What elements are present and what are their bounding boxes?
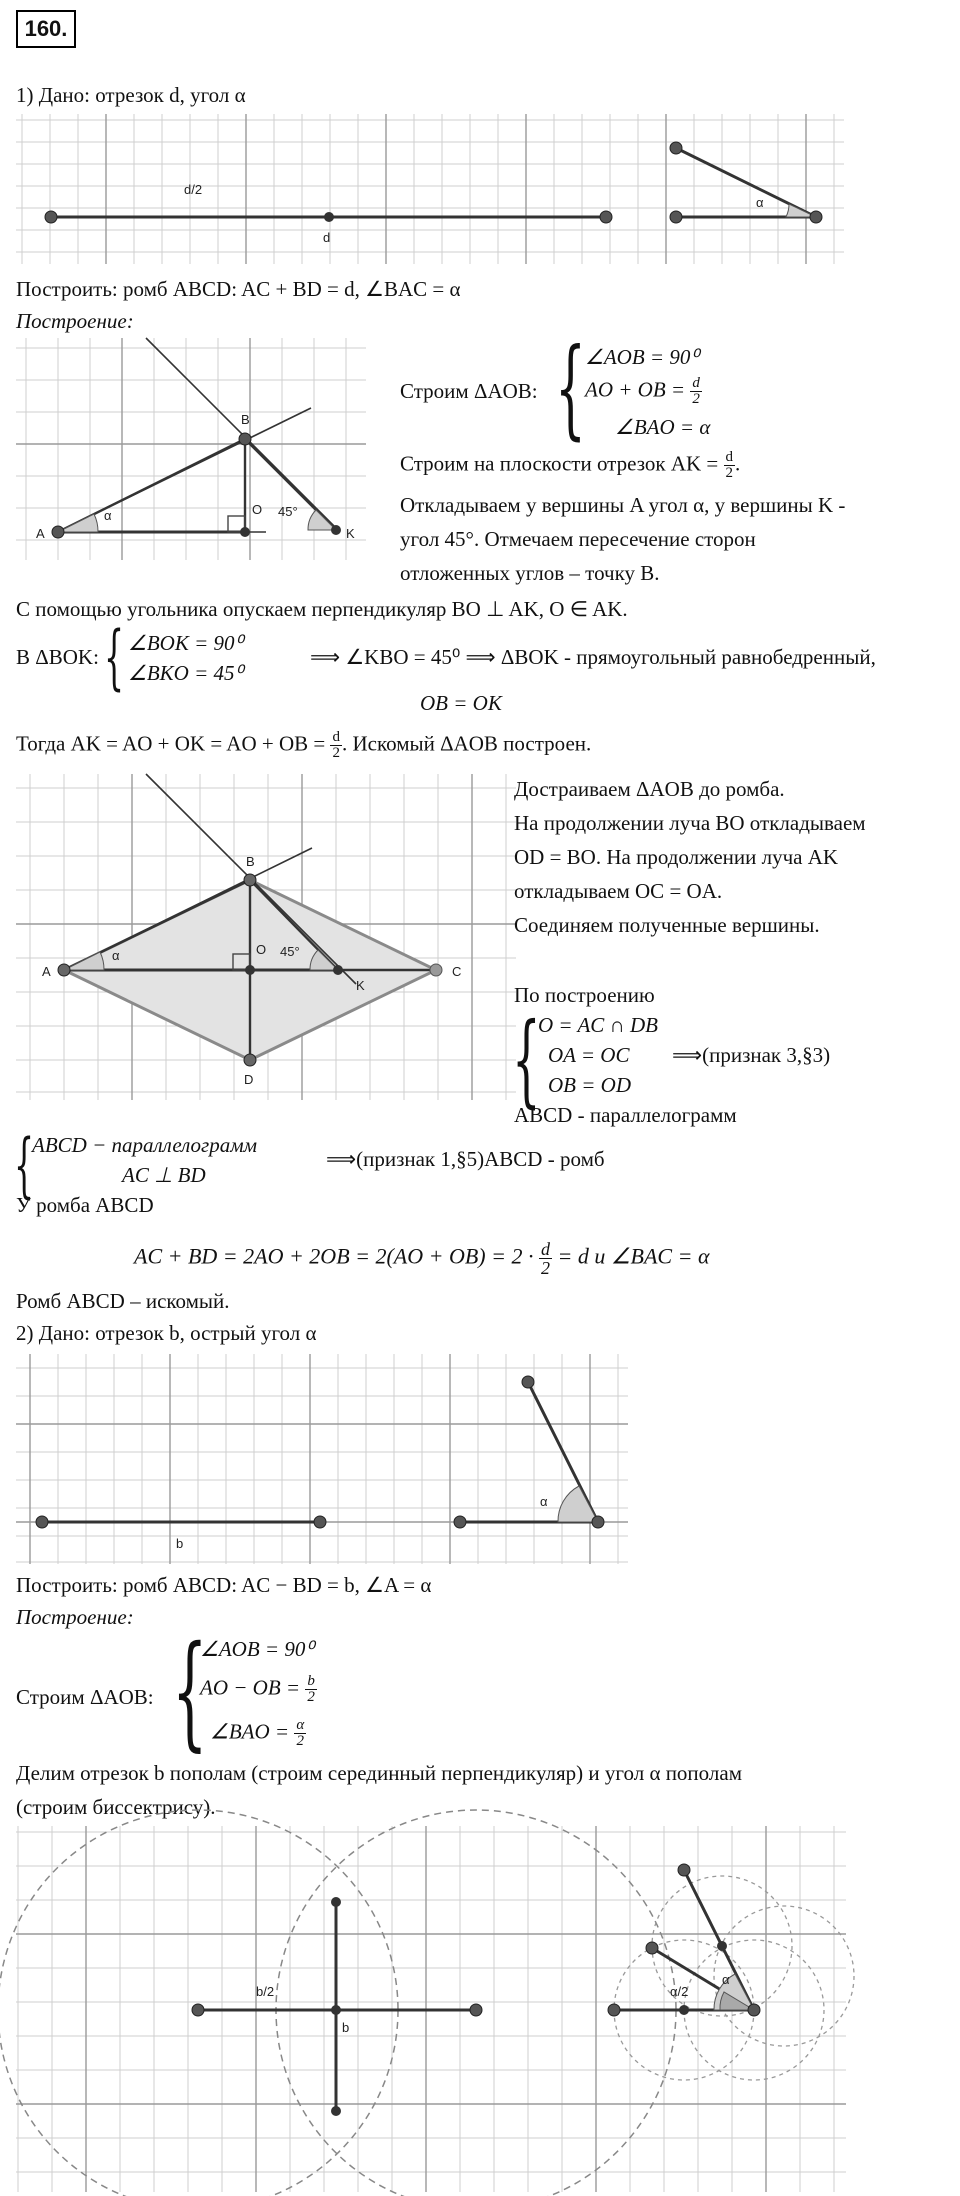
- point-d-end: [600, 211, 612, 223]
- fig1-grid: [16, 114, 844, 264]
- part2-construction-title: Построение:: [16, 1605, 134, 1629]
- system2-line2: AO − OB = $\frac{b}{2}$: [200, 1673, 315, 1705]
- rh-line2: AC ⊥ BD: [122, 1163, 206, 1187]
- label-c: C: [452, 964, 462, 979]
- part2-given: 2) Дано: отрезок b, острый угол α: [16, 1321, 317, 1345]
- label-o: O: [256, 942, 267, 957]
- bok-prefix: В ΔBOK:: [16, 645, 99, 669]
- system2-brace: {: [172, 1620, 208, 1764]
- perp-text: С помощью угольника опускаем перпендикуляр BO ⊥ AK, O ∈ AK.: [16, 597, 628, 621]
- problem-number: 160.: [16, 10, 76, 48]
- label-b: b: [342, 2020, 350, 2035]
- step-angles-1: Откладываем у вершины A угол α, у вершины K -: [400, 493, 846, 517]
- system1-line1: ∠AOB = 90⁰: [585, 345, 699, 369]
- part2-construct: Построить: ромб ABCD: AC − BD = b, ∠A = α: [16, 1573, 432, 1597]
- system2-prefix: Строим ΔAOB:: [16, 1685, 154, 1709]
- rhombus-step-3: OD = BO. На продолжении луча AK: [514, 845, 839, 869]
- system1-line2: AO + OB = $\frac{d}{2}$: [585, 375, 700, 407]
- ob-ok: OB = OK: [420, 691, 502, 715]
- label-b: b: [176, 1536, 184, 1551]
- point-d-mid: [324, 212, 334, 222]
- label-d: d: [323, 230, 331, 245]
- bok-brace: {: [104, 616, 125, 698]
- label-alpha: α: [112, 948, 120, 963]
- pc-line3: OB = OD: [548, 1073, 631, 1097]
- system1-line3: ∠BAO = α: [615, 415, 711, 439]
- part1-result: Ромб ABCD – искомый.: [16, 1289, 230, 1313]
- pc-sign: ⟹(признак 3,§3): [672, 1043, 831, 1067]
- label-a: A: [42, 964, 51, 979]
- rhombus-has: У ромба ABCD: [16, 1193, 154, 1217]
- step-angles-3: отложенных углов – точку B.: [400, 561, 660, 585]
- label-alpha: α: [756, 195, 764, 210]
- step-angles-2: угол 45°. Отмечаем пересечение сторон: [400, 527, 756, 551]
- label-k: K: [356, 978, 365, 993]
- label-o: O: [252, 502, 263, 517]
- label-45: 45°: [278, 504, 298, 519]
- bok-line1: ∠BOK = 90⁰: [128, 631, 243, 655]
- by-construction: По построению: [514, 983, 655, 1007]
- system2-line1: ∠AOB = 90⁰: [200, 1637, 314, 1661]
- fig5-bisect-construction: [16, 1826, 846, 2192]
- label-alpha: α: [540, 1494, 548, 1509]
- part1-construct: Построить: ромб ABCD: AC + BD = d, ∠BAC = α: [16, 277, 461, 301]
- label-alpha-half: α/2: [670, 1984, 689, 1999]
- label-b-half: b/2: [256, 1984, 275, 1999]
- pc-conclusion: ABCD - параллелограмм: [514, 1103, 737, 1127]
- part1-given: 1) Дано: отрезок d, угол α: [16, 83, 246, 107]
- fig2-triangle-aob: [16, 338, 366, 560]
- step-ak: Строим на плоскости отрезок AK = $\frac{d}{2}$ .: [400, 449, 741, 481]
- rhombus-step-5: Соединяем полученные вершины.: [514, 913, 820, 937]
- rhombus-step-2: На продолжении луча BO откладываем: [514, 811, 866, 835]
- label-b: B: [246, 854, 255, 869]
- bok-line2: ∠BKO = 45⁰: [128, 661, 243, 685]
- bisect-2: (строим биссектрису).: [16, 1795, 216, 1819]
- ray-k: [146, 338, 336, 528]
- bisect-1: Делим отрезок b пополам (строим серединный перпендикуляр) и угол α пополам: [16, 1761, 742, 1785]
- label-45: 45°: [280, 944, 300, 959]
- then-text: Тогда AK = AO + OK = AO + OB = $\frac{d}{2}$ . Искомый ΔAOB построен.: [16, 729, 592, 761]
- bok-conclusion: ⟹ ∠KBO = 45⁰ ⟹ ΔBOK - прямоугольный равнобедренный,: [310, 645, 876, 669]
- label-k: K: [346, 526, 355, 541]
- rh-line1: ABCD − параллелограмм: [32, 1133, 258, 1157]
- fig3-rhombus: [16, 774, 516, 1100]
- rh-brace: {: [14, 1124, 35, 1206]
- pc-line2: OA = OC: [548, 1043, 630, 1067]
- label-d-half: d/2: [184, 182, 203, 197]
- system1-brace: {: [555, 326, 586, 451]
- rhombus-step-1: Достраиваем ΔAOB до ромба.: [514, 777, 785, 801]
- label-alpha: α: [722, 1972, 730, 1987]
- fig4-given-segment-angle: [16, 1354, 628, 1564]
- rh-sign: ⟹(признак 1,§5)ABCD - ромб: [326, 1147, 605, 1171]
- label-d: D: [244, 1072, 254, 1087]
- pc-brace: {: [512, 1001, 541, 1118]
- label-a: A: [36, 526, 45, 541]
- fig1-given-segment-angle: [16, 114, 846, 266]
- formula: AC + BD = 2AO + 2OB = 2(AO + OB) = 2 · $\frac{d}{2}$ = d и ∠BAC = α: [134, 1239, 710, 1278]
- label-b: B: [241, 412, 250, 427]
- system1-prefix: Строим ΔAOB:: [400, 379, 538, 403]
- pc-line1: O = AC ∩ DB: [538, 1013, 658, 1037]
- label-alpha: α: [104, 508, 112, 523]
- system2-line3: ∠BAO = $\frac{\alpha}{2}$: [210, 1717, 305, 1749]
- point-d-start: [45, 211, 57, 223]
- part1-construction-title: Построение:: [16, 309, 134, 333]
- rhombus-step-4: откладываем OC = OA.: [514, 879, 723, 903]
